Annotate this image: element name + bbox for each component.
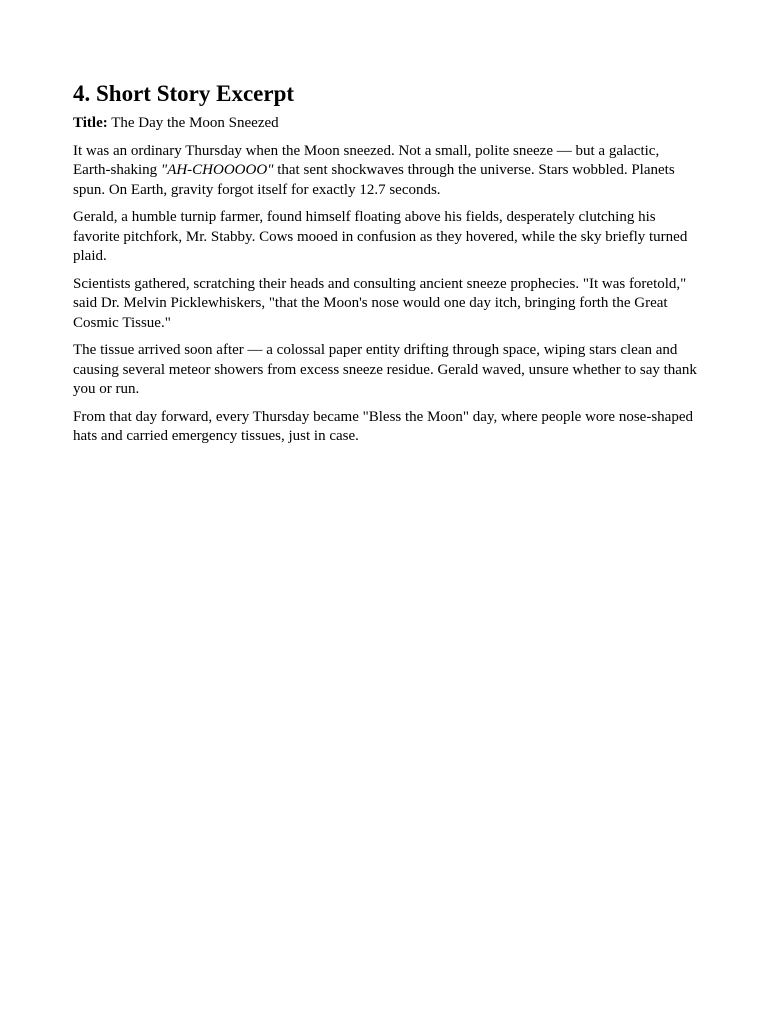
story-title: The Day the Moon Sneezed <box>107 115 279 131</box>
section-heading: 4. Short Story Excerpt <box>73 81 295 106</box>
story-paragraph-3: Scientists gathered, scratching their heads and consulting ancient sneeze prophecies. "It was foretold," said Dr. Melvin Picklewhiskers, "that the Moon's nose would one day itch, bringing forth the Great Cosmic Tissue." <box>73 275 687 331</box>
document-page <box>73 79 699 455</box>
story-paragraph-2: Gerald, a humble turnip farmer, found himself floating above his fields, desperately clutching his favorite pitchfork, Mr. Stabby. Cows mooed in confusion as they hovered, while the sky briefly turned plaid. <box>73 209 688 264</box>
paragraph-1-text-start: It was an ordinary Thursday when the Moon sneezed. Not a small, polite sneeze — but a galactic, Earth-shaking <box>73 142 660 178</box>
title-label: Title: <box>73 115 108 131</box>
story-paragraph-1 <box>73 142 699 201</box>
story-title-line <box>73 114 699 134</box>
story-paragraph-4: The tissue arrived soon after — a colossal paper entity drifting through space, wiping stars clean and causing several meteor showers from excess sneeze residue. Gerald waved, unsure whether to say thank you or run. <box>73 342 697 397</box>
sneeze-quote: "AH-CHOOOOO" <box>160 162 274 178</box>
paragraph-1-text-end: that sent shockwaves through the universe. Stars wobbled. Planets spun. On Earth, gravity forgot itself for exactly 12.7 seconds. <box>73 162 675 198</box>
story-paragraph-5: From that day forward, every Thursday became "Bless the Moon" day, where people wore nose-shaped hats and carried emergency tissues, just in case. <box>73 408 693 444</box>
